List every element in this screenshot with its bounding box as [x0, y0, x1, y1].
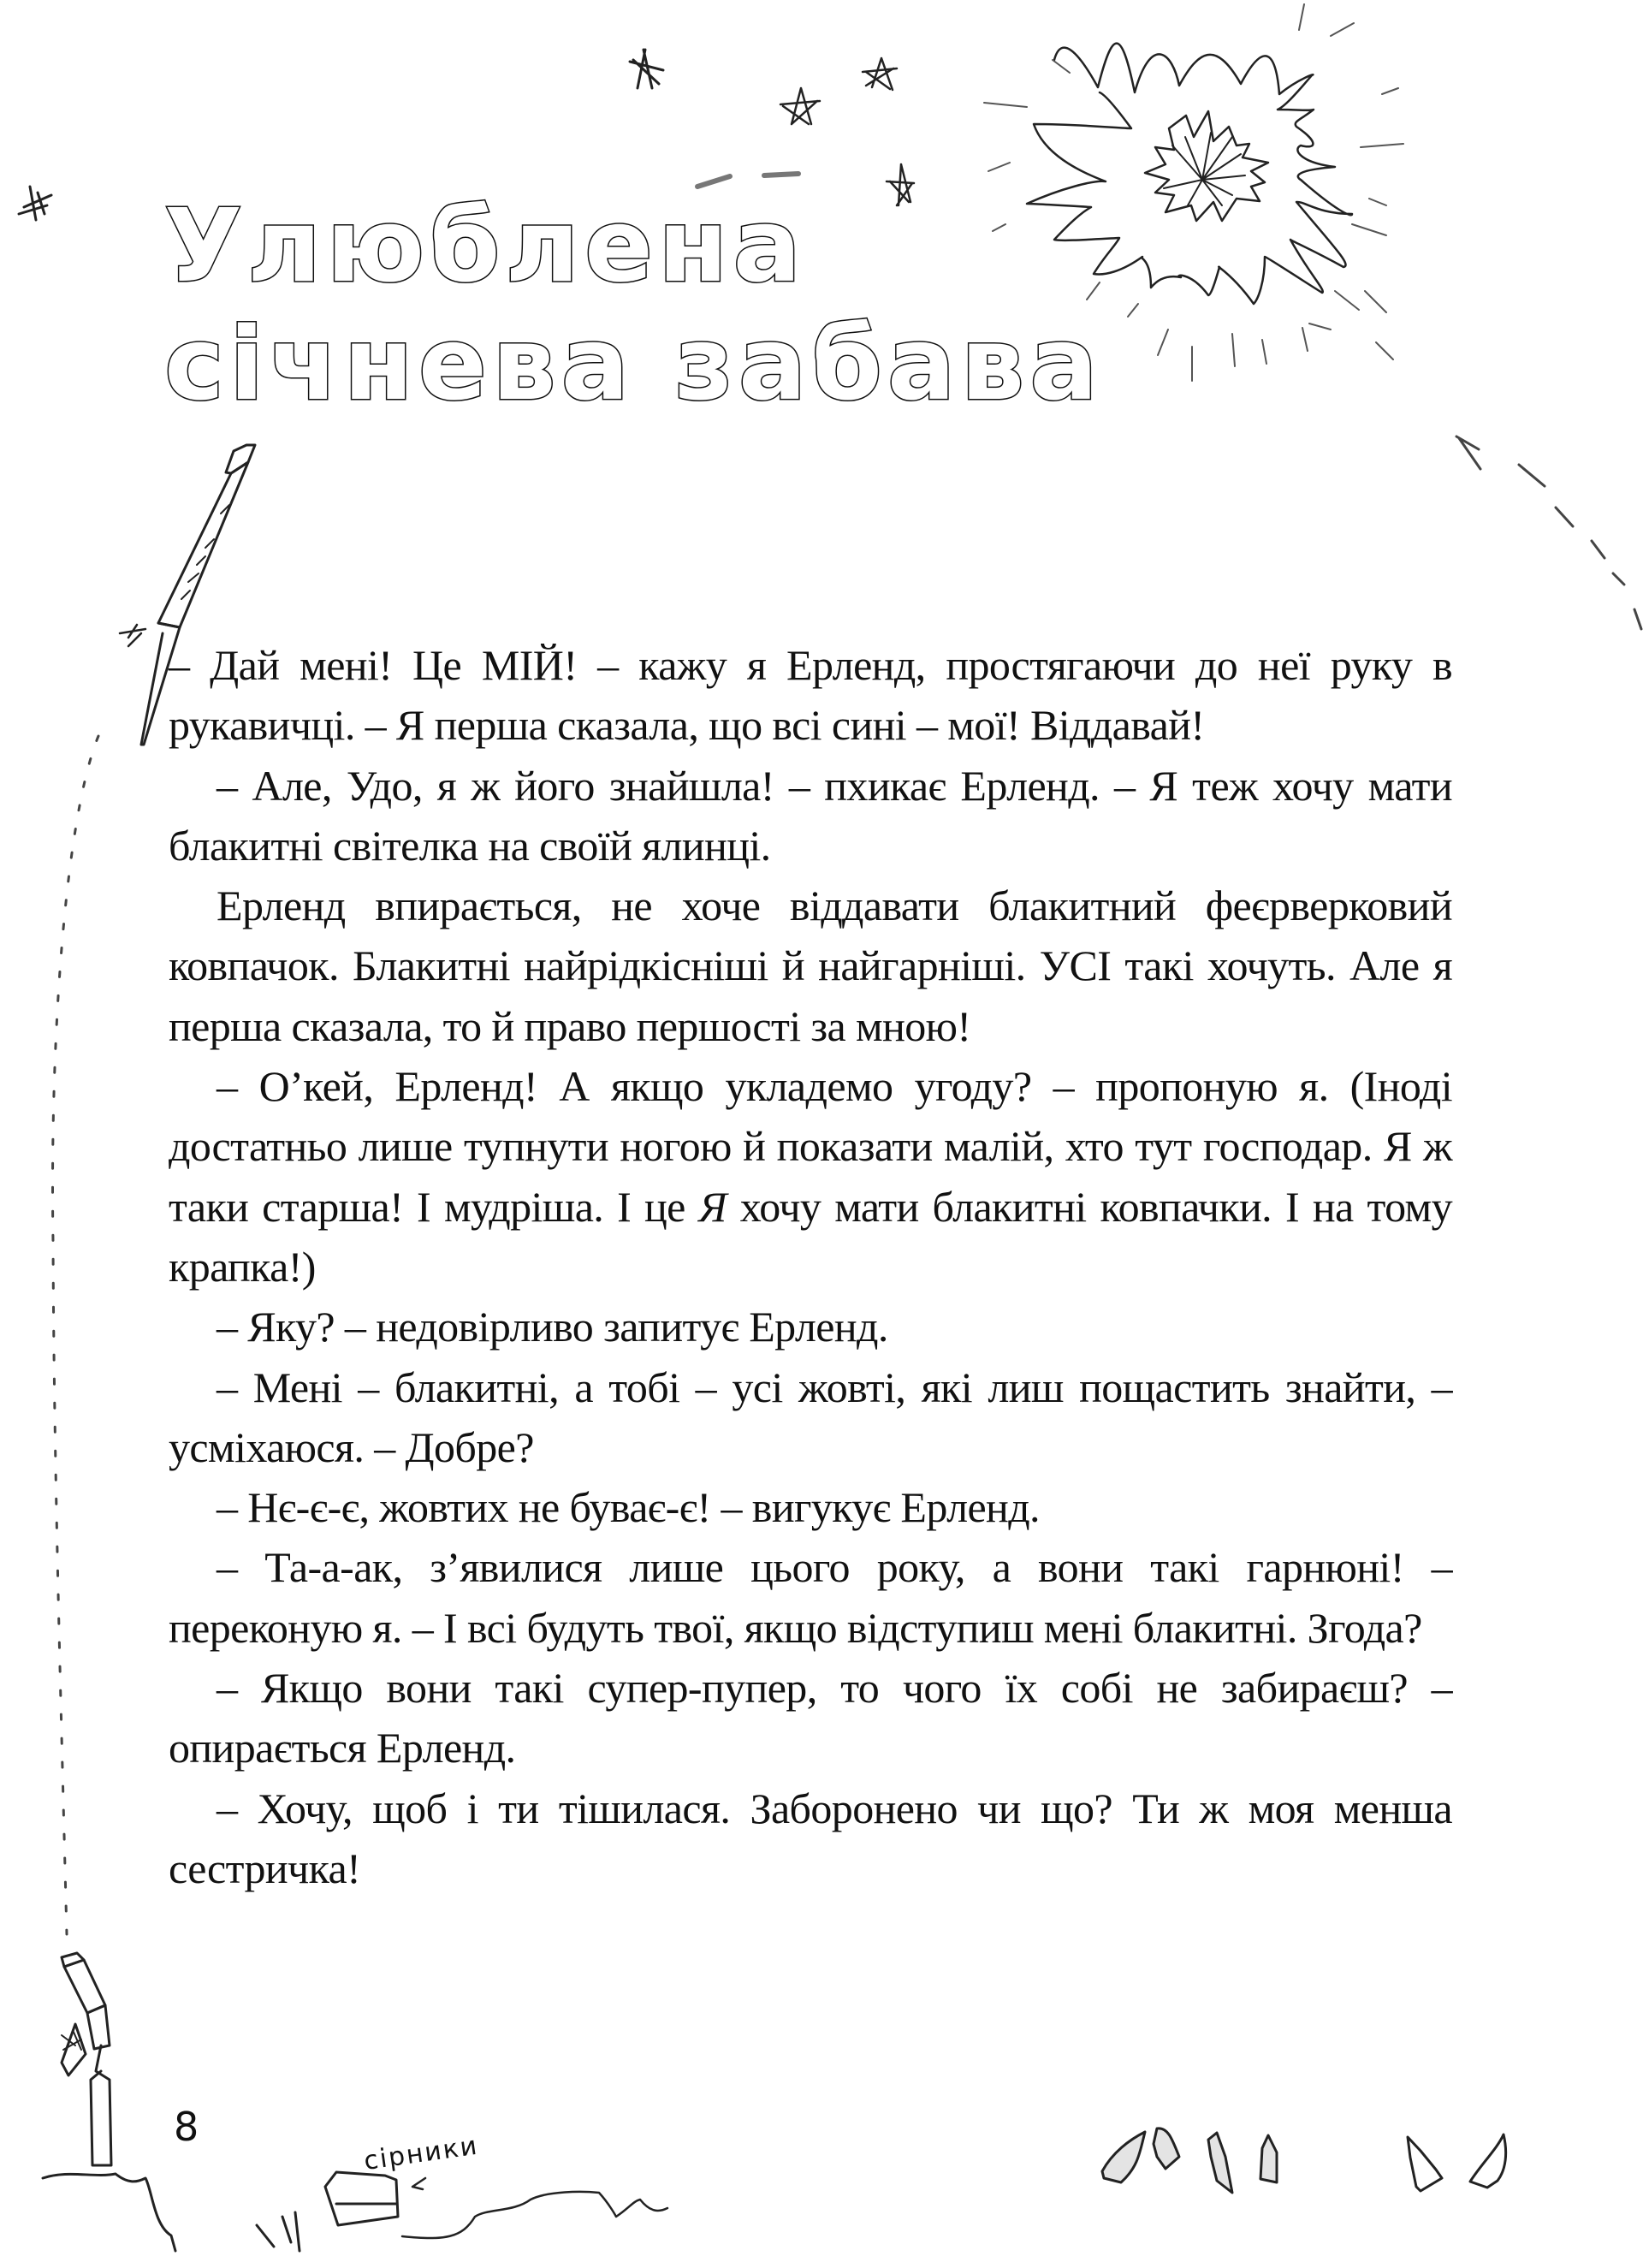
chapter-title [164, 187, 1103, 423]
paragraph: – Та-а-ак, з’явилися лише цього року, а вони такі гарнюні! – переконую я. – І всі будуть твої, якщо відступиш мені блакитні. Згода? [169, 1543, 1452, 1652]
firework-trail-icon [1456, 436, 1641, 629]
story-body-text [169, 635, 1452, 1898]
rocket-trail-icon [52, 736, 98, 1934]
page-number: 8 [174, 2104, 199, 2150]
paragraph [169, 1056, 1452, 1297]
matchbox-icon [257, 2172, 667, 2251]
rocket-icon [43, 1953, 175, 2251]
star-icon [19, 187, 51, 220]
paragraph-text: хочу мати блакитні ковпачки. І на тому крапка!) [169, 1182, 1452, 1291]
paragraph: – Яку? – недовірливо запитує Ерленд. [216, 1303, 888, 1351]
firework-cap-icon [1102, 2128, 1277, 2193]
paragraph: – Мені – блакитні, а тобі – усі жовті, які лиш пощастить знайти, – усміхаюся. – Добре? [169, 1363, 1452, 1471]
paragraph: – Дай мені! Це МІЙ! – кажу я Ерленд, простягаючи до неї руку в рукавичці. – Я перша сказала, що всі сині – мої! Віддавай! [169, 641, 1452, 750]
star-icon [863, 58, 897, 90]
chapter-title-line-1: Улюблена [164, 187, 807, 305]
paragraph: – Нє-є-є, жовтих не буває-є! – вигукує Ерленд. [216, 1483, 1040, 1532]
emphasis-text: Я [698, 1182, 727, 1231]
chapter-title-line-2: січнева забава [164, 305, 1103, 423]
paragraph-text: – О’кей, Ерленд! А якщо укладемо угоду? – пропоную я. (Іноді достатньо лише тупнути ногою й показати малій, хто тут господар. Я ж таки старша! І мудріша. І це [169, 1062, 1452, 1231]
star-icon [780, 88, 820, 124]
star-icon [630, 50, 663, 88]
matches-label: сірники [362, 2130, 481, 2176]
firework-cap-icon [1408, 2134, 1506, 2191]
spark-dash-icon [697, 174, 798, 187]
paragraph: – Але, Удо, я ж його знайшла! – пхикає Ерленд. – Я теж хочу мати блакитні світелка на своїй ялинці. [169, 761, 1452, 870]
paragraph: Ерленд впирається, не хоче віддавати блакитний феєрверковий ковпачок. Блакитні найрідкісніші й найгарніші. УСІ такі хочуть. Але я перша сказала, то й право першості за мною! [169, 882, 1452, 1050]
paragraph: – Якщо вони такі супер-пупер, то чого їх собі не забираєш? – опирається Ерленд. [169, 1664, 1452, 1772]
paragraph: – Хочу, щоб і ти тішилася. Заборонено чи що? Ти ж моя менша сестричка! [169, 1784, 1452, 1892]
